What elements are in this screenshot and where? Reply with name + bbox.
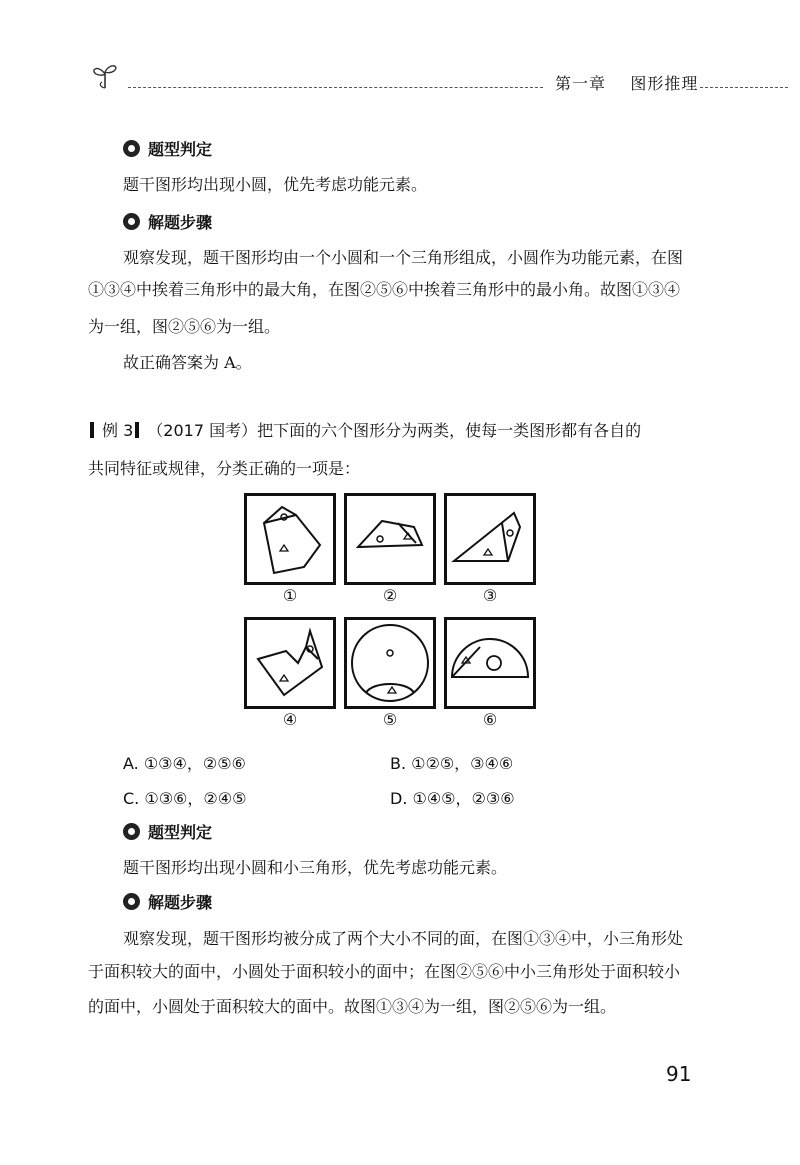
example-line-2: 共同特征或规律，分类正确的一项是： <box>88 459 361 478</box>
figure-4 <box>246 619 335 708</box>
figure-1 <box>246 495 335 584</box>
figure-5 <box>346 619 435 708</box>
section2-step-line-3: 的面中，小圆处于面积较大的面中。故图①③④为一组，图②⑤⑥为一组。 <box>88 997 617 1016</box>
figure-2-label: ② <box>382 586 398 605</box>
example-heading <box>88 412 708 488</box>
example-line-1: （2017 国考）把下面的六个图形分为两类，使每一类图形都有各自的 <box>147 421 642 440</box>
figure-row-2 <box>244 617 536 709</box>
example-label: 例 3 <box>102 421 134 440</box>
section1-step-line-3: 为一组，图②⑤⑥为一组。 <box>88 317 281 336</box>
section1-steps-heading: 解题步骤 <box>123 210 212 233</box>
option-b: B. ①②⑤，③④⑥ <box>390 754 514 773</box>
header-rule-right <box>700 87 788 88</box>
bar-icon <box>90 422 94 438</box>
figure-6 <box>446 619 535 708</box>
option-d: D. ①④⑤，②③⑥ <box>390 789 515 808</box>
gear-icon <box>123 140 140 157</box>
section2-steps-heading: 解题步骤 <box>123 890 212 913</box>
figure-3-label: ③ <box>482 586 498 605</box>
figure-1-label: ① <box>282 586 298 605</box>
pen-icon <box>123 893 140 910</box>
section1-type-heading: 题型判定 <box>123 137 212 160</box>
section1-step-line-2: ①③④中挨着三角形中的最大角，在图②⑤⑥中挨着三角形中的最小角。故图①③④ <box>88 280 681 299</box>
sprout-logo-icon <box>88 60 122 90</box>
header-chapter <box>555 71 698 94</box>
figure-2 <box>346 495 435 584</box>
option-a: A. ①③④，②⑤⑥ <box>123 754 246 773</box>
section1-answer: 故正确答案为 A。 <box>123 353 252 372</box>
figure-5-label: ⑤ <box>382 710 398 729</box>
section2-type-heading: 题型判定 <box>123 820 212 843</box>
section1-type-text: 题干图形均出现小圆，优先考虑功能元素。 <box>123 175 428 194</box>
bar-icon <box>135 422 139 438</box>
figure-6-label: ⑥ <box>482 710 498 729</box>
section2-step-line-1: 观察发现，题干图形均被分成了两个大小不同的面，在图①③④中，小三角形处 <box>123 929 684 948</box>
chapter-title: 图形推理 <box>630 74 699 93</box>
gear-icon <box>123 823 140 840</box>
section2-type-text: 题干图形均出现小圆和小三角形，优先考虑功能元素。 <box>123 858 508 877</box>
option-c: C. ①③⑥，②④⑤ <box>123 789 247 808</box>
chapter-label: 第一章 <box>555 74 607 93</box>
header-rule-left <box>128 87 543 88</box>
pen-icon <box>123 213 140 230</box>
figure-row-1 <box>244 493 536 585</box>
figure-4-label: ④ <box>282 710 298 729</box>
section1-step-line-1: 观察发现，题干图形均由一个小圆和一个三角形组成，小圆作为功能元素，在图 <box>123 248 684 267</box>
page-number: 91 <box>666 1062 692 1086</box>
figure-3 <box>446 495 535 584</box>
section2-step-line-2: 于面积较大的面中，小圆处于面积较小的面中；在图②⑤⑥中小三角形处于面积较小 <box>88 962 681 981</box>
